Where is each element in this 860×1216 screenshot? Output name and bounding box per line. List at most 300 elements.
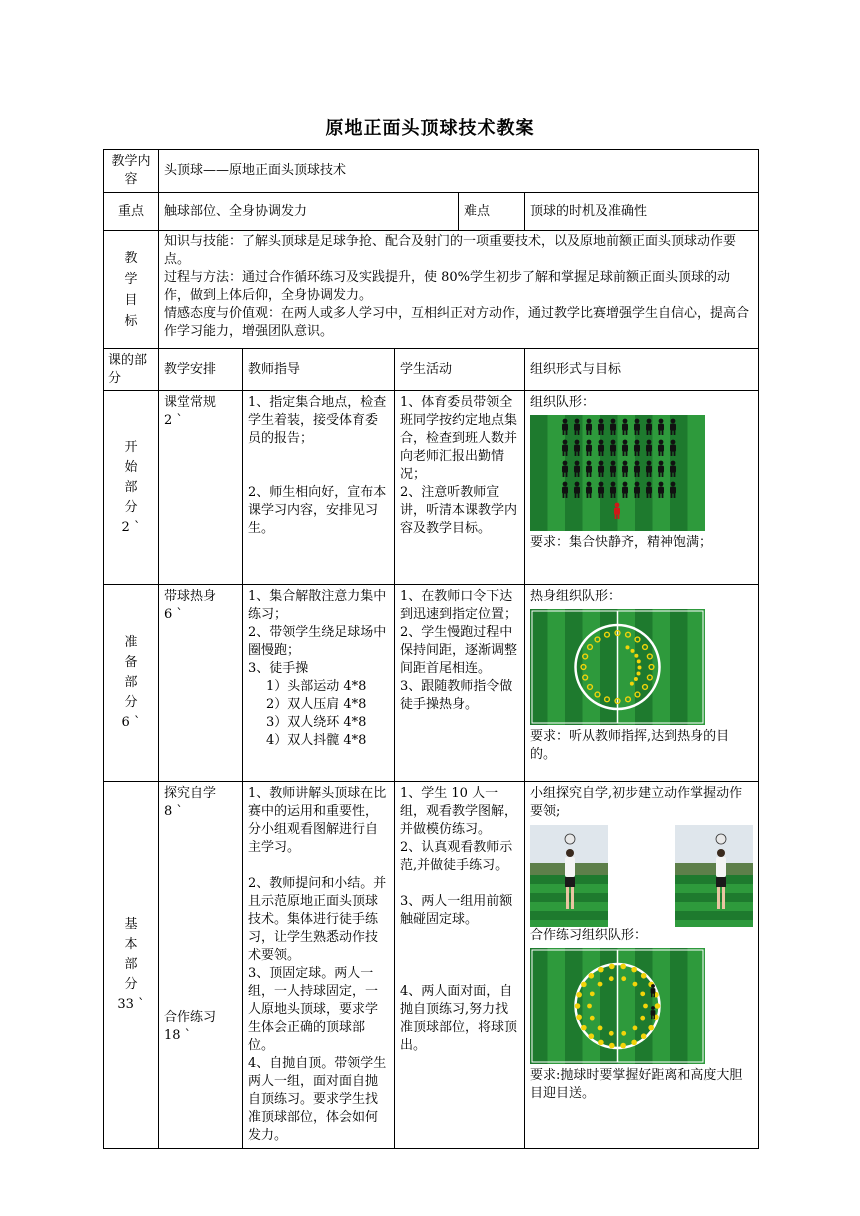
- basic-org-cell: [525, 782, 759, 1149]
- goals-label: 教学目标: [124, 250, 138, 329]
- basic-part-cell: [104, 782, 159, 1149]
- player-leg: [614, 472, 616, 477]
- player-head: [611, 440, 616, 445]
- player-body: [646, 424, 652, 431]
- player-leg: [659, 451, 661, 456]
- player-head: [647, 419, 652, 424]
- player-leg: [618, 514, 620, 519]
- start-org-req: 要求：集合快静齐，精神饱满；: [530, 535, 713, 550]
- player-leg: [611, 472, 613, 477]
- player-leg: [566, 472, 568, 477]
- start-part-label: 开始部分: [124, 439, 138, 515]
- player-head: [623, 482, 628, 487]
- focus-value-cell: [159, 193, 459, 231]
- player-leg: [611, 451, 613, 456]
- marker-dot: [634, 677, 638, 681]
- warmup-arrangement: 带球热身: [164, 589, 217, 604]
- difficulty-value: 顶球的时机及准确性: [530, 203, 648, 219]
- player-body: [598, 445, 604, 452]
- warmup-student-step3: 3、跟随教师指令做徒手操热身。: [400, 679, 513, 712]
- marker-dot: [633, 982, 638, 987]
- player-leg: [650, 430, 652, 435]
- player-leg: [575, 493, 577, 498]
- grass-stripe: [548, 948, 566, 1064]
- grass-stripe: [675, 911, 753, 920]
- player-head: [575, 482, 580, 487]
- player-body: [658, 424, 664, 431]
- player-leg: [647, 493, 649, 498]
- basic-teacher-step3: 3、顶固定球。两人一组，一人持球固定，一人原地头顶球，要求学生体会正确的顶球部位。: [248, 966, 379, 1053]
- heading-demo-photo: [675, 825, 753, 927]
- difficulty-value-cell: [525, 193, 759, 231]
- basic-part-label: 基本部分: [124, 917, 138, 992]
- player-leg: [623, 430, 625, 435]
- marker-dot: [620, 1043, 626, 1049]
- warmup-exercise: 4）双人抖髋 4*8: [266, 733, 367, 748]
- player-leg: [635, 451, 637, 456]
- player-head: [671, 461, 676, 466]
- marker-dot: [589, 973, 595, 979]
- player-leg: [659, 493, 661, 498]
- basic-arrangement2-time: 18 `: [164, 1028, 192, 1043]
- player-head: [651, 984, 655, 988]
- basic-student-step3: 3、两人一组用前额触碰固定球。: [400, 894, 513, 927]
- player-leg: [653, 1015, 654, 1019]
- player-shirt: [716, 857, 726, 877]
- basic-arrangement-cell: [159, 782, 243, 1149]
- grass-stripe: [530, 920, 608, 927]
- player-body: [651, 988, 656, 994]
- player-body: [610, 445, 616, 452]
- warmup-part-cell: [104, 585, 159, 782]
- focus-value: 触球部位、全身协调发力: [164, 203, 308, 219]
- player-head: [611, 461, 616, 466]
- player-head: [647, 461, 652, 466]
- marker-dot: [637, 672, 641, 676]
- player-leg: [563, 430, 565, 435]
- player-leg: [659, 472, 661, 477]
- player-head: [635, 482, 640, 487]
- player-body: [574, 445, 580, 452]
- player-leg: [590, 493, 592, 498]
- page-title: 原地正面头顶球技术教案: [325, 118, 535, 139]
- basic-arrangement1-time: 8 `: [164, 804, 183, 819]
- player-leg: [626, 493, 628, 498]
- player-body: [574, 424, 580, 431]
- basic-arrangement2: 合作练习: [164, 1010, 217, 1025]
- marker-dot: [648, 1025, 654, 1031]
- basic-org-req: 要求:抛球时要掌握好距离和高度大胆目迎目送。: [530, 1068, 743, 1101]
- start-teacher-step2: 2、师生相向好，宣布本课学习内容，安排见习生。: [248, 485, 387, 536]
- player-head: [611, 419, 616, 424]
- player-body: [658, 445, 664, 452]
- marker-dot: [643, 1004, 648, 1009]
- warmup-teacher-step3: 3、徒手操: [248, 661, 309, 676]
- player-leg: [575, 472, 577, 477]
- player-leg: [563, 451, 565, 456]
- player-body: [574, 487, 580, 494]
- grass-stripe: [670, 609, 688, 725]
- grass-stripe: [675, 920, 753, 927]
- player-head: [623, 461, 628, 466]
- player-leg: [566, 887, 569, 909]
- player-head: [599, 419, 604, 424]
- difficulty-label-cell: [459, 193, 525, 231]
- player-leg: [563, 472, 565, 477]
- player-leg: [650, 451, 652, 456]
- start-teacher-cell: [243, 391, 395, 585]
- start-part-cell: [104, 391, 159, 585]
- player-head: [587, 482, 592, 487]
- player-leg: [638, 430, 640, 435]
- player-body: [658, 466, 664, 473]
- content-value-cell: [159, 150, 759, 193]
- marker-dot: [581, 1025, 587, 1031]
- player-head: [659, 482, 664, 487]
- col-header-part: [104, 349, 159, 391]
- player-head: [659, 440, 664, 445]
- marker-dot: [634, 654, 638, 658]
- player-head: [611, 482, 616, 487]
- goals-label-cell: [104, 231, 159, 349]
- player-leg: [651, 993, 652, 997]
- marker-dot: [621, 1031, 626, 1036]
- marker-dot: [598, 1025, 603, 1030]
- player-leg: [653, 993, 654, 997]
- col-org-label: 组织形式与目标: [530, 361, 622, 377]
- player-leg: [651, 1015, 652, 1019]
- marker-dot: [641, 1033, 647, 1039]
- grass-stripe: [530, 911, 608, 920]
- col-part-label: 课的部分: [108, 352, 148, 386]
- marker-dot: [631, 1040, 637, 1046]
- player-leg: [602, 493, 604, 498]
- goal-knowledge: 知识与技能：了解头顶球是足球争抢、配合及射门的一项重要技术，以及原地前额正面头顶球动作要点。: [164, 234, 737, 267]
- player-leg: [662, 451, 664, 456]
- player-body: [614, 508, 620, 515]
- goals-cell: [159, 231, 759, 349]
- player-body: [622, 445, 628, 452]
- warmup-org-title: 热身组织队形：: [530, 589, 622, 604]
- marker-dot: [631, 649, 635, 653]
- player-leg: [566, 493, 568, 498]
- col-header-teacher: [243, 349, 395, 391]
- player-leg: [638, 472, 640, 477]
- player-leg: [674, 430, 676, 435]
- player-leg: [599, 430, 601, 435]
- player-leg: [587, 493, 589, 498]
- basic-teacher-step4: 4、自抛自顶。带领学生两人一组，面对面自抛自顶练习。要求学生找准顶球部位，体会如何发力。: [248, 1056, 387, 1143]
- player-body: [598, 466, 604, 473]
- warmup-exercise: 2）双人压肩 4*8: [266, 697, 367, 712]
- player-head: [587, 461, 592, 466]
- player-body: [562, 445, 568, 452]
- marker-dot: [589, 1033, 595, 1039]
- player-leg: [722, 887, 725, 909]
- player-leg: [635, 472, 637, 477]
- player-shorts: [565, 877, 575, 887]
- player-leg: [647, 451, 649, 456]
- marker-dot: [633, 1025, 638, 1030]
- grass-stripe: [530, 415, 548, 531]
- start-student-cell: [395, 391, 525, 585]
- player-body: [658, 487, 664, 494]
- player-leg: [563, 493, 565, 498]
- marker-dot: [640, 1016, 645, 1021]
- player-leg: [566, 451, 568, 456]
- player-head: [599, 440, 604, 445]
- content-value: 头顶球——原地正面头顶球技术: [164, 163, 347, 178]
- player-body: [670, 424, 676, 431]
- player-body: [598, 487, 604, 494]
- player-leg: [587, 451, 589, 456]
- player-body: [562, 466, 568, 473]
- player-body: [670, 466, 676, 473]
- player-head: [599, 461, 604, 466]
- player-body: [622, 466, 628, 473]
- grass-stripe: [688, 948, 706, 1064]
- grass-stripe: [653, 415, 671, 531]
- warmup-teacher-step2: 2、带领学生绕足球场中圈慢跑；: [248, 625, 387, 658]
- player-leg: [611, 493, 613, 498]
- ball: [716, 834, 726, 844]
- warmup-part-label: 准备部分: [124, 635, 138, 710]
- player-head: [651, 1006, 655, 1010]
- player-leg: [638, 451, 640, 456]
- marker-dot: [640, 991, 645, 996]
- basic-arrangement1: 探究自学: [164, 786, 217, 801]
- marker-dot: [625, 645, 629, 649]
- grass-stripe: [530, 948, 548, 1064]
- grass-stripe: [688, 415, 706, 531]
- player-leg: [614, 451, 616, 456]
- player-body: [634, 466, 640, 473]
- warmup-teacher-step1: 1、集合解散注意力集中练习；: [248, 589, 387, 622]
- ball: [565, 834, 575, 844]
- warmup-org-req: 要求：听从教师指挥,达到热身的目的。: [530, 729, 730, 762]
- player-head: [587, 419, 592, 424]
- focus-label-cell: [104, 193, 159, 231]
- player-head: [671, 482, 676, 487]
- grass-stripe: [675, 875, 753, 884]
- marker-dot: [598, 967, 604, 973]
- player-body: [610, 487, 616, 494]
- warmup-teacher-cell: [243, 585, 395, 782]
- player-head: [587, 440, 592, 445]
- player-leg: [587, 430, 589, 435]
- grass-stripe: [565, 609, 583, 725]
- player-leg: [578, 493, 580, 498]
- player-head: [647, 440, 652, 445]
- player-body: [670, 445, 676, 452]
- player-head: [671, 419, 676, 424]
- warmup-student-step1: 1、在教师口令下达到迅速到指定位置；: [400, 589, 518, 622]
- grass-stripe: [565, 415, 583, 531]
- player-leg: [635, 493, 637, 498]
- marker-dot: [598, 982, 603, 987]
- player-head: [635, 419, 640, 424]
- warmup-part-time: 6 `: [121, 715, 141, 730]
- player-head: [563, 461, 568, 466]
- player-head: [563, 482, 568, 487]
- lesson-plan-table: [103, 149, 759, 1149]
- player-head: [615, 503, 620, 508]
- player-leg: [614, 430, 616, 435]
- warmup-student-cell: [395, 585, 525, 782]
- player-leg: [662, 430, 664, 435]
- player-head: [575, 419, 580, 424]
- warmup-org-cell: [525, 585, 759, 782]
- start-student-text: 1、体育委员带领全班同学按约定地点集合，检查到班人数并向老师汇报出勤情况； 2、注意听教师宣讲，听清本课教学内容及教学目标。: [400, 395, 518, 536]
- basic-student-step2: 2、认真观看教师示范,并做徒手练习。: [400, 840, 513, 873]
- start-teacher-step1: 1、指定集合地点，检查学生着装，接受体育委员的报告；: [248, 395, 387, 446]
- player-leg: [674, 451, 676, 456]
- pair-practice-diagram: [530, 948, 705, 1064]
- player-head: [717, 849, 725, 857]
- grass-stripe: [675, 902, 753, 911]
- basic-org-title2: 合作练习组织队形：: [530, 928, 648, 943]
- marker-dot: [609, 1031, 614, 1036]
- player-leg: [626, 430, 628, 435]
- player-body: [598, 424, 604, 431]
- marker-dot: [609, 976, 614, 981]
- marker-dot: [576, 1014, 582, 1020]
- player-leg: [659, 430, 661, 435]
- grass-stripe: [670, 948, 688, 1064]
- basic-student-cell: [395, 782, 525, 1149]
- player-head: [563, 419, 568, 424]
- marker-dot: [590, 991, 595, 996]
- player-leg: [614, 493, 616, 498]
- player-leg: [575, 451, 577, 456]
- start-org-title: 组织队形：: [530, 395, 596, 410]
- content-label: 教学内容: [111, 154, 151, 187]
- player-leg: [674, 493, 676, 498]
- start-arrangement: 课堂常规: [164, 395, 217, 410]
- start-arrangement-time: 2 `: [164, 413, 183, 428]
- player-body: [610, 466, 616, 473]
- trees: [675, 863, 753, 875]
- player-leg: [671, 451, 673, 456]
- player-body: [622, 487, 628, 494]
- marker-dot: [637, 665, 641, 669]
- player-body: [610, 424, 616, 431]
- player-head: [563, 440, 568, 445]
- formation-diagram: [530, 415, 705, 531]
- player-leg: [647, 430, 649, 435]
- player-head: [566, 849, 574, 857]
- player-head: [635, 461, 640, 466]
- basic-org-title: 小组探究自学,初步建立动作掌握动作要领;: [530, 786, 743, 819]
- player-head: [659, 461, 664, 466]
- marker-dot: [575, 1003, 581, 1009]
- player-body: [646, 487, 652, 494]
- marker-dot: [621, 976, 626, 981]
- player-body: [670, 487, 676, 494]
- marker-dot: [620, 964, 626, 970]
- warmup-arrangement-time: 6 `: [164, 607, 183, 622]
- player-leg: [674, 472, 676, 477]
- player-body: [634, 424, 640, 431]
- player-leg: [602, 472, 604, 477]
- player-shirt: [565, 857, 575, 877]
- player-leg: [650, 493, 652, 498]
- grass-stripe: [688, 609, 706, 725]
- heading-demo-photo: [530, 825, 608, 927]
- player-head: [671, 440, 676, 445]
- player-leg: [647, 472, 649, 477]
- marker-dot: [655, 1003, 661, 1009]
- warmup-exercise: 1）头部运动 4*8: [266, 679, 367, 694]
- player-leg: [599, 493, 601, 498]
- start-arrangement-cell: [159, 391, 243, 585]
- player-leg: [615, 514, 617, 519]
- player-body: [586, 466, 592, 473]
- player-leg: [623, 451, 625, 456]
- col-arrangement-label: 教学安排: [164, 361, 217, 377]
- player-leg: [566, 430, 568, 435]
- marker-dot: [630, 682, 634, 686]
- player-leg: [638, 493, 640, 498]
- basic-teacher-step2: 2、教师提问和小结。并且示范原地正面头顶球技术。集体进行徒手练习，让学生熟悉动作技术要领。: [248, 876, 387, 963]
- player-head: [647, 482, 652, 487]
- player-head: [623, 440, 628, 445]
- player-shorts: [716, 877, 726, 887]
- player-head: [575, 461, 580, 466]
- player-leg: [578, 472, 580, 477]
- col-header-student: [395, 349, 525, 391]
- player-leg: [623, 472, 625, 477]
- player-leg: [671, 472, 673, 477]
- marker-dot: [631, 967, 637, 973]
- marker-dot: [609, 964, 615, 970]
- start-part-time: 2 `: [121, 519, 141, 535]
- player-leg: [599, 451, 601, 456]
- warmup-circle-diagram: [530, 609, 705, 725]
- marker-dot: [587, 1004, 592, 1009]
- player-body: [646, 466, 652, 473]
- player-body: [651, 1010, 656, 1016]
- player-leg: [578, 451, 580, 456]
- basic-student-step1: 1、学生 10 人一组，观看教学图解，并做模仿练习。: [400, 786, 518, 837]
- marker-dot: [637, 659, 641, 663]
- player-body: [634, 445, 640, 452]
- grass-stripe: [548, 609, 566, 725]
- col-header-org: [525, 349, 759, 391]
- player-body: [562, 424, 568, 431]
- player-leg: [717, 887, 720, 909]
- player-leg: [626, 472, 628, 477]
- player-body: [574, 466, 580, 473]
- player-leg: [650, 472, 652, 477]
- goal-attitude: 情感态度与价值观：在两人或多人学习中，互相纠正对方动作，通过教学比赛增强学生自信心，提高合作学习能力，增强团队意识。: [164, 306, 750, 339]
- col-student-label: 学生活动: [400, 361, 453, 377]
- player-leg: [635, 430, 637, 435]
- player-leg: [590, 472, 592, 477]
- player-leg: [575, 430, 577, 435]
- player-leg: [602, 451, 604, 456]
- player-leg: [662, 472, 664, 477]
- marker-dot: [609, 1043, 615, 1049]
- player-leg: [590, 430, 592, 435]
- player-leg: [623, 493, 625, 498]
- player-leg: [578, 430, 580, 435]
- grass-stripe: [583, 415, 601, 531]
- player-leg: [611, 430, 613, 435]
- player-leg: [662, 493, 664, 498]
- player-head: [575, 440, 580, 445]
- player-leg: [571, 887, 574, 909]
